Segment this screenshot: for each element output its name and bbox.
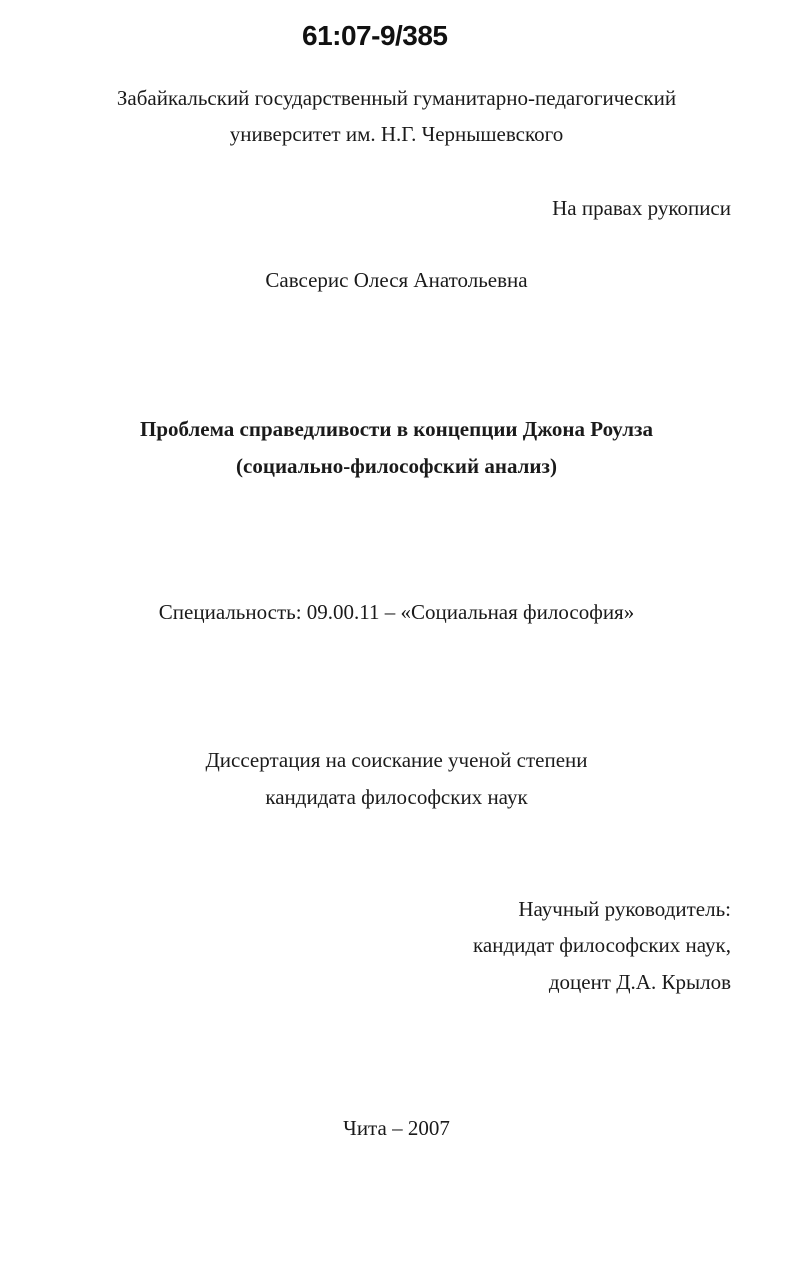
stamp-code: 61:07-9/385 <box>302 20 448 51</box>
place-year: Чита – 2007 <box>343 1116 450 1140</box>
degree-line-1: Диссертация на соискание ученой степени <box>205 748 588 772</box>
degree-line-2: кандидата философских наук <box>265 785 528 809</box>
thesis-title-line-2: (социально-философский анализ) <box>236 454 557 478</box>
supervisor-label: Научный руководитель: <box>518 897 731 921</box>
supervisor-name: доцент Д.А. Крылов <box>548 970 731 994</box>
university-line-2: университет им. Н.Г. Чернышевского <box>229 122 564 146</box>
supervisor-rank: кандидат философских наук, <box>473 933 731 957</box>
thesis-title-line-1: Проблема справедливости в концепции Джона Роулза <box>140 417 653 441</box>
manuscript-rights: На правах рукописи <box>552 196 731 220</box>
university-line-1: Забайкальский государственный гуманитарно-педагогический <box>116 86 677 110</box>
specialty: Специальность: 09.00.11 – «Социальная философия» <box>158 600 635 624</box>
author-name: Савсерис Олеся Анатольевна <box>265 268 528 292</box>
